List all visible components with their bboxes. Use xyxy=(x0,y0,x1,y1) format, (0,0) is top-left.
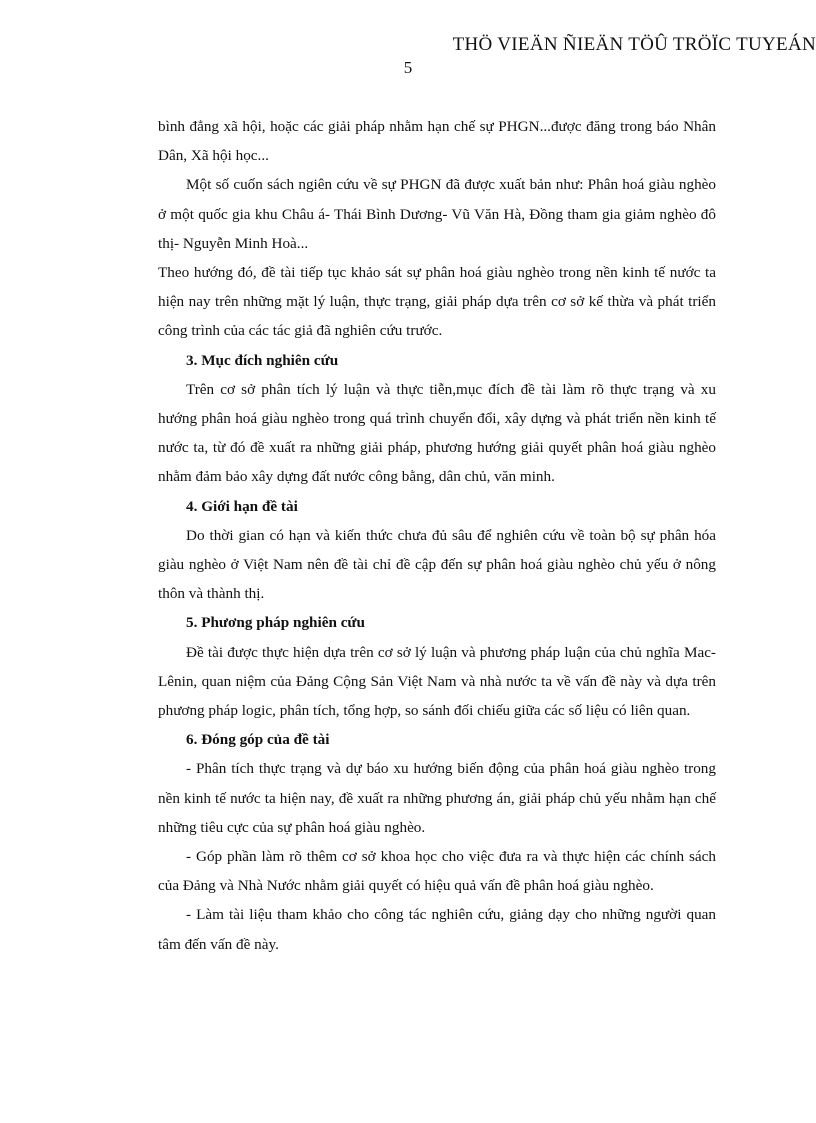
section-heading-purpose: 3. Mục đích nghiên cứu xyxy=(186,351,339,369)
paragraph-direction: Theo hướng đó, đề tài tiếp tục khảo sát sự phân hoá giàu nghèo trong nền kinh tế nước ta hiện nay trên những mặt lý luận, thực trạng, giải pháp dựa trên cơ sở kế thừa và phát triển công trình của các tác giả đã nghiên cứu trước. xyxy=(158,264,716,340)
section-heading-contribution: 6. Đóng góp của đề tài xyxy=(186,731,330,749)
paragraph-continuation: bình đẳng xã hội, hoặc các giải pháp nhằm hạn chế sự PHGN...được đăng trong báo Nhân Dân, Xã hội học... xyxy=(158,118,716,165)
section-heading-method: 5. Phương pháp nghiên cứu xyxy=(186,614,365,632)
paragraph-scope: Do thời gian có hạn và kiến thức chưa đủ sâu để nghiên cứu về toàn bộ sự phân hóa giàu nghèo ở Việt Nam nên đề tài chỉ đề cập đến sự phân hoá giàu nghèo chủ yếu ở nông thôn và thành thị. xyxy=(158,526,716,603)
paragraph-books: Một số cuốn sách ngiên cứu về sự PHGN đã được xuất bản như: Phân hoá giàu nghèo ở một quốc gia khu Châu á- Thái Bình Dương- Vũ Văn Hà, Đồng tham gia giảm nghèo đô thị- Nguyễn Minh Hoà... xyxy=(158,176,716,252)
section-heading-scope: 4. Giới hạn đề tài xyxy=(186,497,298,515)
paragraph-method: Đề tài được thực hiện dựa trên cơ sở lý luận và phương pháp luận của chủ nghĩa Mac-Lênin, quan niệm của Đảng Cộng Sản Việt Nam và nhà nước ta về vấn đề này và dựa trên phương pháp logic, phân tích, tổng hợp, so sánh đối chiếu giữa các số liệu có liên quan. xyxy=(158,643,716,720)
contribution-item: - Làm tài liệu tham khảo cho công tác nghiên cứu, giảng dạy cho những người quan tâm đến vấn đề này. xyxy=(158,906,716,953)
page-header-title: THÖ VIEÄN ÑIEÄN TÖÛ TRÖÏC TUYEÁN xyxy=(452,34,816,55)
contribution-item: - Phân tích thực trạng và dự báo xu hướng biến động của phân hoá giàu nghèo trong nền kinh tế nước ta hiện nay, đề xuất ra những phương án, giải pháp chủ yếu nhằm hạn chế những tiêu cực của sự phân hoá giàu nghèo. xyxy=(158,760,716,836)
page-number: 5 xyxy=(403,58,413,77)
document-body xyxy=(158,112,716,959)
contribution-item: - Góp phần làm rõ thêm cơ sở khoa học cho việc đưa ra và thực hiện các chính sách của Đảng và Nhà Nước nhằm giải quyết có hiệu quả vấn đề phân hoá giàu nghèo. xyxy=(158,848,716,895)
paragraph-purpose: Trên cơ sở phân tích lý luận và thực tiễn,mục đích đề tài làm rõ thực trạng và xu hướng phân hoá giàu nghèo trong quá trình chuyển đổi, xây dựng và phát triển nền kinh tế nước ta, từ đó đề xuất ra những giải pháp, phương hướng giải quyết phân hoá giàu nghèo nhằm đảm bảo xây dựng đất nước công bằng, dân chủ, văn minh. xyxy=(158,380,716,486)
